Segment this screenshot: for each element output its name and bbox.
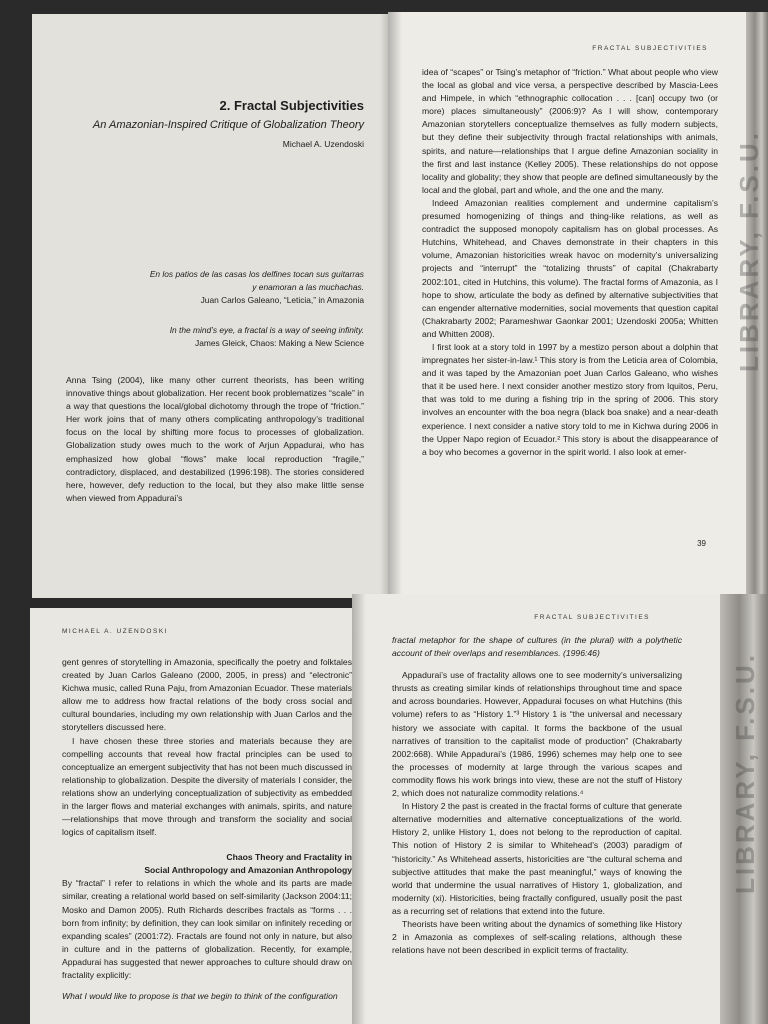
page-chapter-opening	[32, 14, 394, 598]
body-text	[66, 374, 364, 505]
chapter-title: 2. Fractal Subjectivities	[219, 98, 364, 113]
library-stamp: LIBRARY, F.S.U.	[730, 652, 760, 894]
epigraph-source: James Gleick, Chaos: Making a New Science	[195, 338, 364, 348]
page-number: 39	[697, 539, 706, 548]
epigraph-source: Juan Carlos Galeano, “Leticia,” in Amazonia	[200, 295, 364, 305]
body-text	[422, 66, 718, 459]
block-quote: fractal metaphor for the shape of cultures (in the plural) with a polythetic account of their overlaps and resemblances. (1996:46)	[392, 635, 682, 659]
library-stamp: LIBRARY, F.S.U.	[734, 130, 764, 372]
body-text	[62, 656, 352, 1003]
paragraph: Appadurai’s use of fractality allows one to see modernity’s universalizing thrusts as creating similar kinds of relationships throughout time and space and across boundaries. However, Appadurai focuses on what Hutchins (this volume) refers to as “History 1.”³ History 1 is “the universal and necessary history we associate with capital. It forms the backbone of the usual narratives of transition to the capitalist mode of production” (Chakrabarty 2002:668). While Appadurai’s (1986, 1996) schemes may help one to see the processes of modernity at large through the various scapes and commodity flows his work brings into view, these are not the stuff of History 2, which does not naturalize commodity relations.⁴	[392, 670, 682, 799]
paragraph: Indeed Amazonian realities complement and undermine capitalism’s presumed homogenizing of things and thing-like relations, as well as contradict the supposed monopoly capitalism has on global processes. As Hutchins, Whitehead, and Chaves demonstrate in their chapters in this volume, Amazonian historicities wreak havoc on modernity’s universalizing projects and “interrupt” the “totalizing thrusts” of capital (Chakrabarty 2002:101, cited in Hutchins, this volume). The fractal forms of Amazonia, as I hope to show, articulate the body as defined by alternative subjectivities that can engender alternative modernities, social movements that question capital (Chakrabarty 2002; Parameshwar Gaonkar 2001; Uzendoski 2005a; Whitten and Whitten 2008).	[422, 197, 718, 339]
paragraph: Theorists have been writing about the dynamics of something like History 2 in Amazonia as complexes of self-scaling relations, although these relations have not been described in explicit terms of fractality.	[392, 918, 682, 956]
body-text	[392, 634, 682, 957]
page-39	[388, 12, 768, 602]
section-heading-line: Social Anthropology and Amazonian Anthropology	[144, 865, 352, 876]
paragraph: Anna Tsing (2004), like many other current theorists, has been writing innovative things about globalization. Her recent book problematizes “scale” in a way that questions the local/global dichotomy through the trope of “friction.” Her work joins that of many others complicating anthropology’s traditional focus on the local by shifting more focus to processes of globalization. Globalization study owes much to the work of Arjun Appadurai, who has emphasized how global “flows” make local reproduction “fragile,” contradictory, displaced, and destabilized (1996:198). The stories considered here, however, defy reduction to the local, but they also make little sense when viewed from Appadurai’s	[66, 375, 364, 503]
paragraph: By “fractal” I refer to relations in which the whole and its parts are made similar, creating a relational world based on self-similarity (Jackson 2004:11; Mosko and Damon 2005). Ruth Richards describes fractals as “forms . . . born from infinity; by definition, they can look similar on infinitely receding or expanding scales” (2001:72). Fractals are found not only in nature, but also in culture and in the patterns of globalization. Recently, for example, Appadurai has suggested that newer approaches to culture should draw on fractality explicitly:	[62, 878, 352, 980]
chapter-author: Michael A. Uzendoski	[282, 139, 364, 149]
epigraph-line: En los patios de las casas los delfines tocan sus guitarras	[149, 269, 364, 279]
epigraph-gleick	[64, 324, 364, 350]
paragraph: I have chosen these three stories and materials because they are compelling accounts that reveal how fractal principles can be used to conceptualize an emergent subjectivity that has not been much discussed in relationship to globalization. Despite the diversity of materials I consider, the relations show an underlying conceptualization of subjectivity as embedded in the larger flows and material exchanges with animals, spirits, and nature—relationships that move through and transform the sociality and social logics of capitalism itself.	[62, 735, 352, 838]
running-head: FRACTAL SUBJECTIVITIES	[592, 45, 708, 52]
paragraph: I first look at a story told in 1997 by a mestizo person about a dolphin that impregnates her sister-in-law.¹ This story is from the Leticia area of Colombia, and it was taped by the Amazonian poet Juan Carlos Galeano, who wishes that it be used here. I next consider another mestizo story from Iquitos, Peru, that was told to me during a fishing trip in the spring of 2006. This story involves an encounter with the boa negra (black boa snake) and a near-death experience. I next consider a native story told to me in Kichwa during 2006 in the Upper Napo region of Ecuador.² This story is about the disappearance of a boy who becomes a governor in the spirit world. I also look at emer-	[422, 341, 718, 457]
running-head: MICHAEL A. UZENDOSKI	[62, 628, 168, 635]
paragraph: gent genres of storytelling in Amazonia, specifically the poetry and folktales created by Juan Carlos Galeano (2000, 2005, in press) and “electronic” Kichwa music, called Runa Paju, from Amazonian Ecuador. These materials allow me to address how fractal relations of the body cross social and cultural boundaries, including my own relationship with Juan Carlos and the storytellers discussed here.	[62, 657, 352, 733]
epigraph-line: In the mind’s eye, a fractal is a way of seeing infinity.	[169, 325, 364, 335]
book-gutter-shadow	[352, 594, 366, 1024]
page-41	[352, 594, 768, 1024]
paragraph: In History 2 the past is created in the fractal forms of culture that generate alternative modernities and alternative conceptualizations of the world. History 2, unlike History 1, does not belong to the reproduction of capital. This notion of History 2 is similar to Whitehead’s (2003) paradigm of “historicity.” As Whitehead asserts, historicities are “the cultural schema and subjective attitudes that make the past meaningful,” ways of knowing the world that undermine the usual narratives of History 1, globalization, and modernity (xi). Historicities, being fractally configured, usually posit the past as a recurring set of relations that extend into the future.	[392, 801, 682, 916]
epigraph-line: y enamoran a las muchachas.	[252, 282, 364, 292]
section-heading	[62, 851, 352, 877]
section-heading-line: Chaos Theory and Fractality in	[226, 852, 352, 863]
running-head: FRACTAL SUBJECTIVITIES	[534, 614, 650, 621]
page-40	[30, 608, 370, 1024]
block-quote: What I would like to propose is that we begin to think of the configuration	[62, 991, 338, 1002]
chapter-title-block	[64, 98, 364, 149]
book-gutter-shadow	[388, 12, 402, 602]
paragraph: idea of “scapes” or Tsing’s metaphor of “friction.” What about people who view the local as global and vice versa, a perspective described by Mascia-Lees and Himpele, in which “ethnographic collocation . . . [can] occupy two (or more) places simultaneously” (2006:9)? As I will show, contemporary Amazonian storytellers conceptualize themselves as fully modern subjects, but they define their subjectivity through fractal relationships with animals, spirits, and nature—relationships that I argue define Amazonian sociality in the first and last instance (Kelley 2005). These relationships do not oppose locality and globality; they show that people are defined simultaneously by the local and the global, part and whole, and the one and the many.	[422, 67, 718, 195]
epigraph-galeano	[64, 268, 364, 307]
chapter-subtitle: An Amazonian-Inspired Critique of Globalization Theory	[92, 119, 364, 131]
